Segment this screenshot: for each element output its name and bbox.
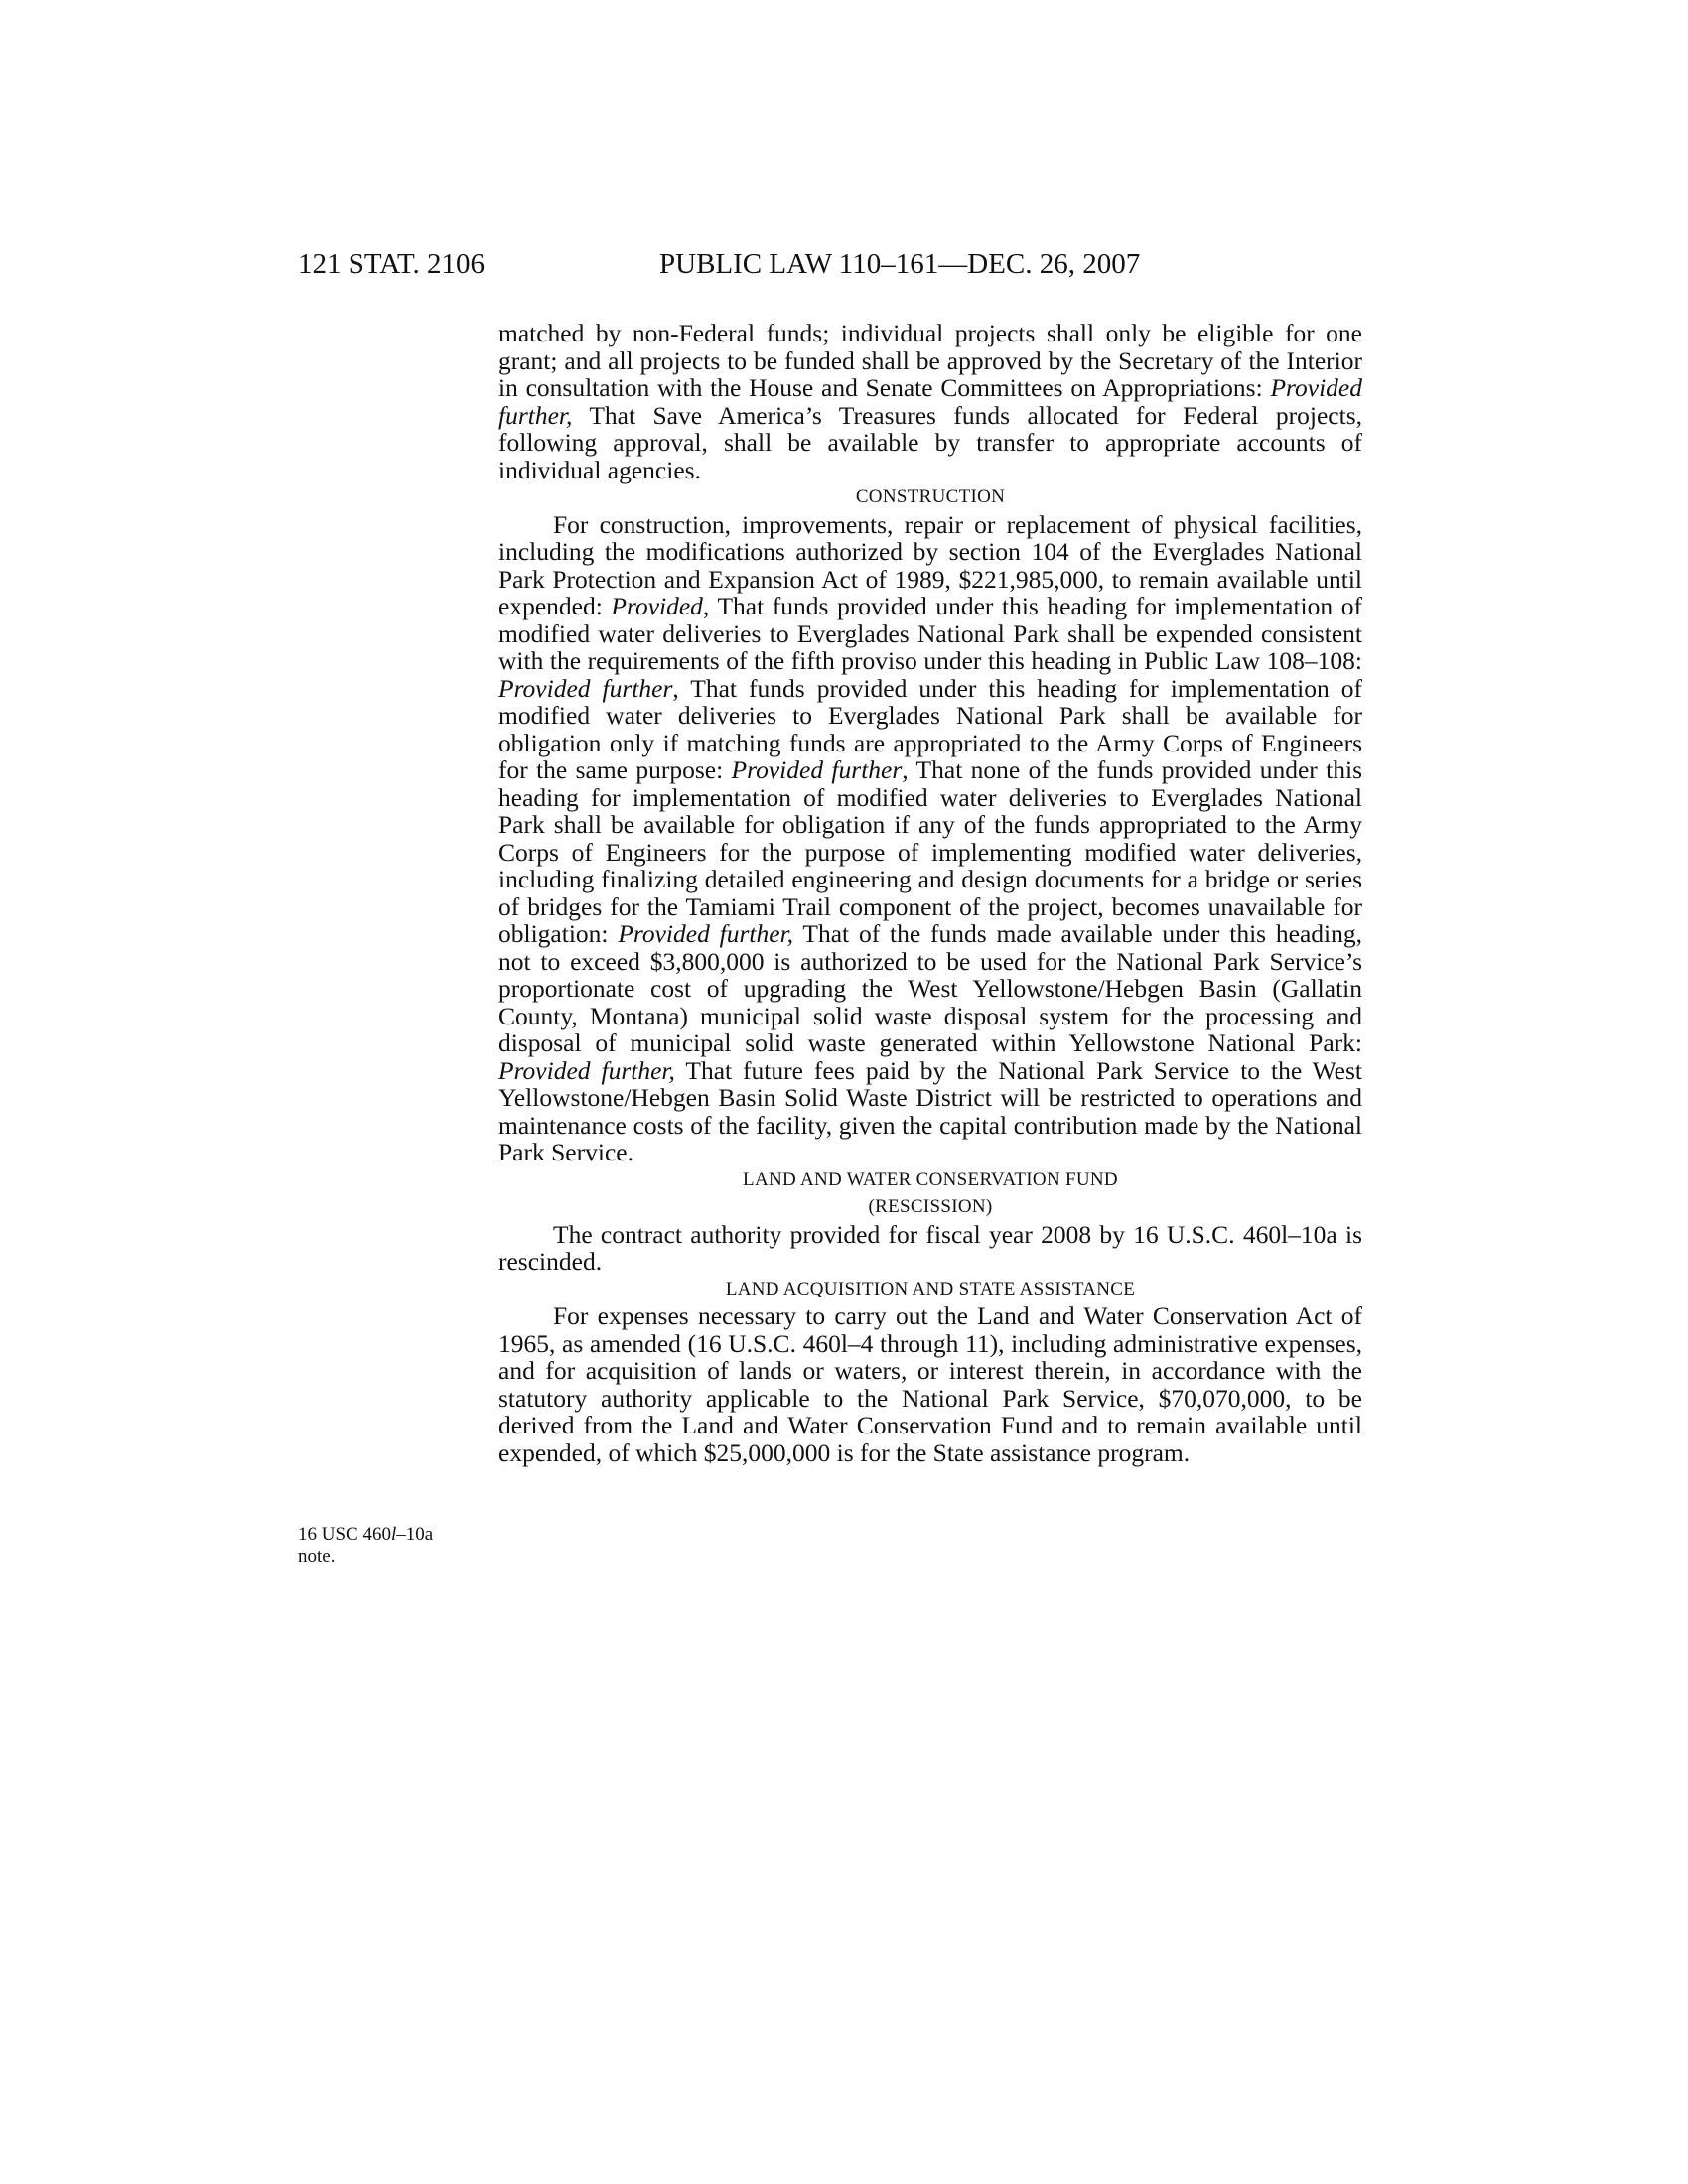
land-acquisition-heading: LAND ACQUISITION AND STATE ASSISTANCE	[725, 1278, 1136, 1299]
main-text-column	[498, 320, 1362, 1466]
construction-heading: CONSTRUCTION	[855, 486, 1006, 507]
construction-paragraph: For construction, improvements, repair or replacement of physical facilities, including the modifications authorized by section 104 of the Everglades National Park Protection and Expansion Act of 1989, $221,985,000, to remain available until expended: Provided, That funds provided under this heading for implementation of modified water deliveries to Everglades National Park shall be expended consistent with the requirements of the fifth proviso under this heading in Public Law 108–108: Provided further, That funds provided under this heading for implementation of modified water deliveries to Everglades National Park shall be available for obligation only if matching funds are appropriated to the Army Corps of Engineers for the same purpose: Provided further, That none of the funds provided under this heading for implementation of modified water deliveries to Everglades National Park shall be available for obligation if any of the funds appropriated to the Army Corps of Engineers for the purpose of implementing modified water deliveries, including finalizing detailed engineering and design documents for a bridge or series of bridges for the Tamiami Trail component of the project, becomes unavailable for obligation: Provided further, That of the funds made available under this heading, not to exceed $3,800,000 is authorized to be used for the National Park Service’s proportionate cost of upgrading the West Yellowstone/Hebgen Basin (Gallatin County, Montana) municipal solid waste disposal system for the processing and disposal of municipal solid waste generated within Yellowstone National Park: Provided further, That future fees paid by the National Park Service to the West Yellowstone/Hebgen Basin Solid Waste District will be restricted to operations and maintenance costs of the facility, given the capital contribution made by the National Park Service.	[498, 509, 1363, 1166]
intro-paragraph: matched by non-Federal funds; individual projects shall only be eligible for one grant; and all projects to be funded shall be approved by the Secretary of the Interior in consultation with the House and Senate Committees on Appropriations: Provided further, That Save America’s Treasures funds allocated for Federal projects, following approval, shall be available by transfer to appropriate accounts of individual agencies.	[498, 319, 1362, 484]
margin-note-label: note.	[298, 1546, 336, 1567]
lwcf-heading: LAND AND WATER CONSERVATION FUND	[743, 1168, 1118, 1190]
page-header	[0, 248, 1688, 288]
margin-note-citation: 16 USC 460l–10a	[298, 1524, 434, 1545]
statute-page-number: 121 STAT. 2106	[298, 248, 486, 280]
land-acquisition-paragraph: For expenses necessary to carry out the Land and Water Conservation Act of 1965, as amended (16 U.S.C. 460l–4 through 11), including administrative expenses, and for acquisition of lands or waters, or interest therein, in accordance with the statutory authority applicable to the National Park Service, $70,070,000, to be derived from the Land and Water Conservation Fund and to remain available until expended, of which $25,000,000 is for the State assistance program.	[498, 1301, 1362, 1467]
margin-note	[298, 1524, 477, 1568]
rescission-subheading: (RESCISSION)	[868, 1196, 993, 1217]
public-law-title: PUBLIC LAW 110–161—DEC. 26, 2007	[659, 248, 1141, 280]
rescission-paragraph: The contract authority provided for fiscal year 2008 by 16 U.S.C. 460l–10a is rescinded.	[498, 1219, 1362, 1276]
